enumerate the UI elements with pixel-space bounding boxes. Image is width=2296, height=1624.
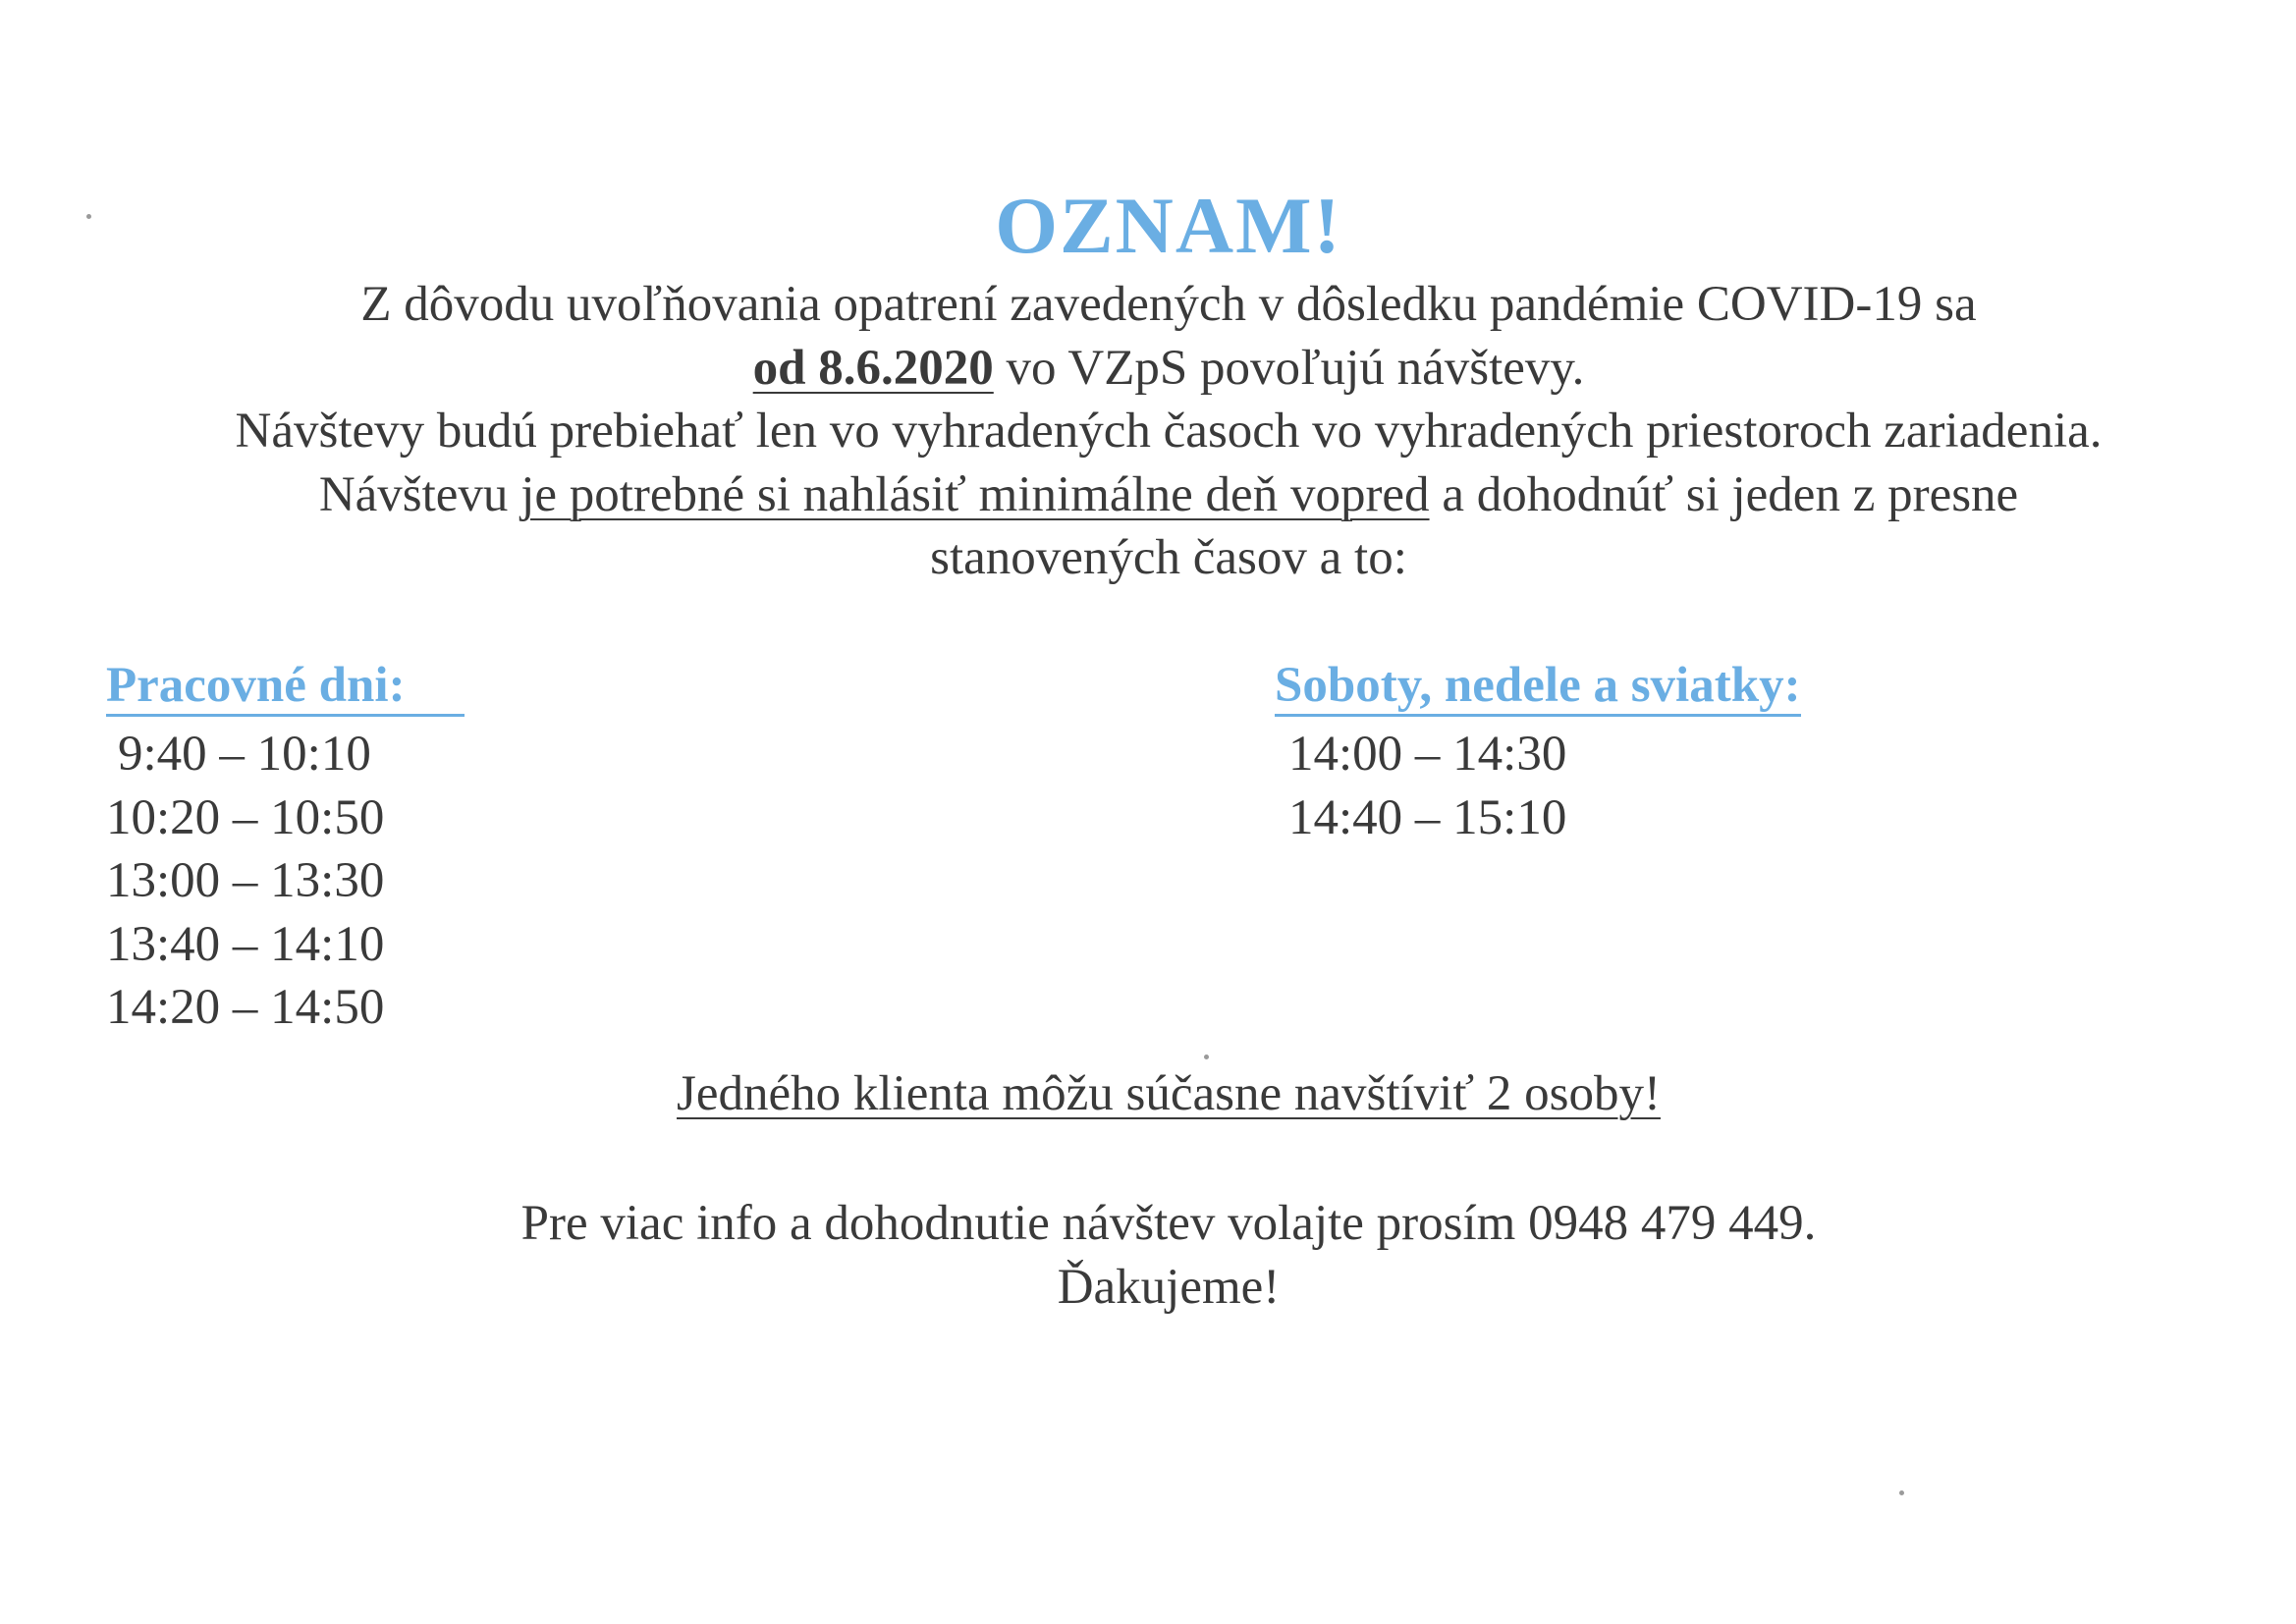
weekday-slot: 9:40 – 10:10 bbox=[118, 727, 371, 782]
scan-speck bbox=[1899, 1490, 1904, 1495]
visitor-limit: Jedného klienta môžu súčasne navštíviť 2 osoby! bbox=[677, 1066, 1661, 1121]
visitor-limit-notice bbox=[0, 1062, 2296, 1126]
notice-title: OZNAM! bbox=[995, 181, 1342, 270]
intro-line-4-end: a dohodnúť si jeden z presne bbox=[1429, 466, 2019, 522]
intro-line-2 bbox=[0, 337, 2296, 401]
intro-line-2-rest: vo VZpS povoľujú návštevy. bbox=[993, 340, 1585, 396]
scan-speck bbox=[86, 214, 91, 219]
intro-line-4-start: Návštevu bbox=[318, 466, 521, 522]
weekend-heading: Soboty, nedele a sviatky: bbox=[1275, 657, 1801, 717]
scan-speck bbox=[1204, 1055, 1209, 1059]
weekend-slot: 14:40 – 15:10 bbox=[1288, 789, 1567, 845]
start-date: od 8.6.2020 bbox=[752, 340, 994, 396]
weekday-slot: 10:20 – 10:50 bbox=[106, 789, 385, 845]
intro-line-1: Z dôvodu uvoľňovania opatrení zavedených v dôsledku pandémie COVID-19 sa bbox=[360, 277, 1977, 332]
weekend-slot: 14:00 – 14:30 bbox=[1288, 727, 1567, 782]
intro-line-4 bbox=[0, 463, 2296, 527]
contact-footer bbox=[0, 1192, 2296, 1319]
weekday-slot: 14:20 – 14:50 bbox=[106, 980, 385, 1035]
weekday-slot: 13:00 – 13:30 bbox=[106, 853, 385, 908]
contact-line: Pre viac info a dohodnutie návštev volajte prosím 0948 479 449. bbox=[520, 1196, 1817, 1251]
weekend-schedule bbox=[1275, 654, 1801, 849]
intro-line-3: Návštevy budú prebiehať len vo vyhradených časoch vo vyhradených priestoroch zariadenia. bbox=[235, 404, 2103, 459]
intro-paragraph bbox=[0, 273, 2296, 590]
weekday-schedule bbox=[106, 654, 465, 1040]
intro-line-5: stanovených časov a to: bbox=[930, 530, 1407, 585]
weekday-slot: 13:40 – 14:10 bbox=[106, 916, 385, 972]
thanks-line: Ďakujeme! bbox=[1057, 1259, 1281, 1315]
weekday-heading: Pracovné dni: bbox=[106, 657, 465, 717]
booking-requirement: je potrebné si nahlásiť minimálne deň vopred bbox=[520, 466, 1430, 522]
